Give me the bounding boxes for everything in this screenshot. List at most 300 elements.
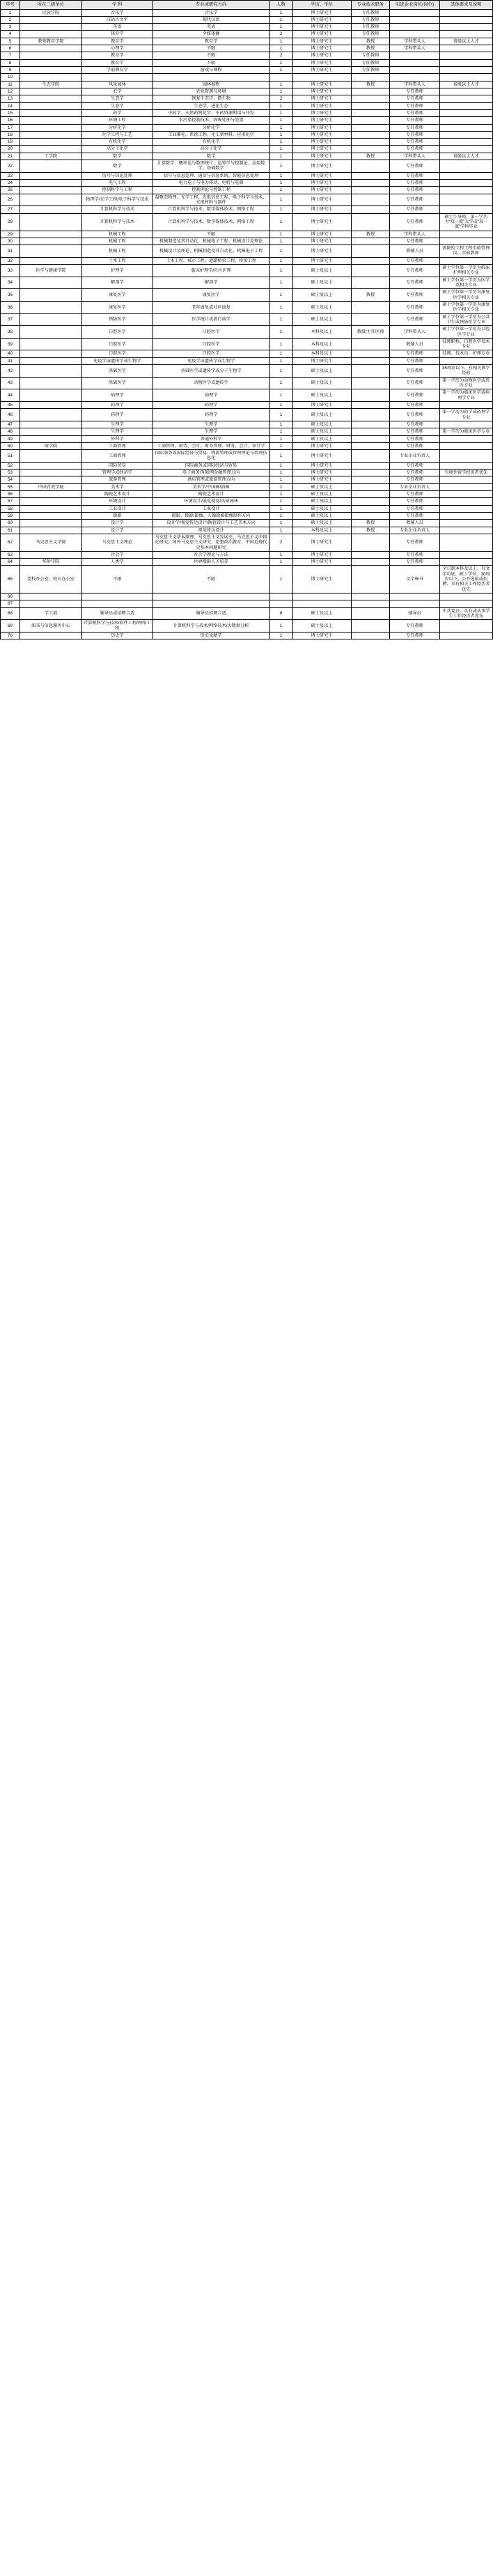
row-discipline (81, 74, 152, 81)
row-title (351, 483, 390, 490)
row-position: 专任教师 (390, 389, 439, 402)
row-requirements (439, 74, 492, 81)
row-position (390, 600, 439, 607)
row-requirements: 硕士学位第一学历为康复医学相关专业 (439, 301, 492, 313)
row-specialty: 不限 (152, 59, 269, 66)
row-discipline: 口腔医学 (81, 326, 152, 339)
row-count: 1 (269, 377, 292, 389)
row-index: 18 (1, 131, 20, 138)
row-requirements (439, 462, 492, 469)
row-unit (19, 357, 81, 364)
row-count: 1 (269, 131, 292, 138)
row-unit (19, 131, 81, 138)
row-title (351, 277, 390, 289)
row-index: 70 (1, 632, 20, 639)
row-degree: 博士研究生 (292, 245, 351, 258)
row-unit: 工学院 (19, 153, 81, 160)
row-position: 专任教师 (390, 194, 439, 206)
row-index: 3 (1, 24, 20, 31)
row-index: 15 (1, 109, 20, 116)
table-row (1, 172, 493, 179)
row-title (351, 498, 390, 505)
table-row (1, 505, 493, 512)
row-title (351, 357, 390, 364)
row-specialty: 控制理论与控制工程 (152, 187, 269, 194)
row-requirements (439, 442, 492, 449)
row-position: 文字秘书 (390, 566, 439, 593)
row-unit (19, 117, 81, 124)
row-title (351, 206, 390, 213)
row-unit (19, 409, 81, 421)
row-index: 52 (1, 462, 20, 469)
row-title (351, 632, 390, 639)
row-specialty: 生理学 (152, 421, 269, 428)
row-requirements: 省级以上人才 (439, 81, 492, 88)
row-requirements (439, 52, 492, 59)
row-index: 50 (1, 442, 20, 449)
row-requirements (439, 187, 492, 194)
row-specialty: 动物医学或遗传学 (152, 377, 269, 389)
row-title (351, 350, 390, 357)
row-specialty: 音乐学 (152, 9, 269, 16)
row-index: 28 (1, 213, 20, 231)
row-specialty: 不限 (152, 45, 269, 52)
row-specialty: 不限 (152, 231, 269, 238)
row-degree: 博士研究生 (292, 462, 351, 469)
row-title (351, 245, 390, 258)
row-unit (19, 377, 81, 389)
row-unit (19, 350, 81, 357)
row-title (351, 505, 390, 512)
row-degree: 博士研究生 (292, 124, 351, 131)
row-discipline: 控制科学与工程 (81, 187, 152, 194)
row-position: 专任教师 (390, 442, 439, 449)
row-discipline: 预防医学 (81, 313, 152, 326)
row-count: 1 (269, 338, 292, 350)
row-count: 1 (269, 350, 292, 357)
row-position: 学科带头人 (390, 45, 439, 52)
row-title (351, 146, 390, 153)
row-specialty: 机械制造及其自动化、机械电子工程、机械设计及理论 (152, 238, 269, 245)
row-degree: 本科及以上 (292, 338, 351, 350)
row-position: 专任教师 (390, 313, 439, 326)
row-title (351, 450, 390, 463)
table-row (1, 45, 493, 52)
row-unit (19, 180, 81, 187)
row-discipline: 教育学 (81, 38, 152, 45)
row-position (390, 31, 439, 38)
row-requirements (439, 527, 492, 534)
row-count: 1 (269, 365, 292, 378)
table-row (1, 231, 493, 238)
row-index: 5 (1, 38, 20, 45)
row-unit (19, 470, 81, 476)
row-count: 2 (269, 534, 292, 551)
row-index: 49 (1, 435, 20, 442)
row-requirements (439, 483, 492, 490)
row-degree: 博士研究生 (292, 172, 351, 179)
row-count: 1 (269, 38, 292, 45)
row-specialty: 英语 (152, 24, 269, 31)
table-row (1, 512, 493, 519)
row-title (351, 95, 390, 102)
row-title: 专任教师 (351, 9, 390, 16)
row-unit: 商学院 (19, 442, 81, 449)
row-index: 63 (1, 551, 20, 558)
row-position: 专任教师 (390, 117, 439, 124)
row-degree: 博士研究生 (292, 534, 351, 551)
row-requirements (439, 257, 492, 264)
row-discipline: 机械工程 (81, 231, 152, 238)
row-unit (19, 95, 81, 102)
row-requirements (439, 31, 492, 38)
table-row (1, 117, 493, 124)
row-degree: 博士研究生 (292, 95, 351, 102)
table-body (1, 9, 493, 639)
table-row (1, 350, 493, 357)
table-row (1, 67, 493, 74)
row-index: 16 (1, 117, 20, 124)
row-unit (19, 257, 81, 264)
row-discipline: 机械工程 (81, 238, 152, 245)
row-position: 教辅人员 (390, 338, 439, 350)
row-degree: 博士研究生 (292, 88, 351, 95)
row-count: 1 (269, 620, 292, 633)
row-title (351, 117, 390, 124)
row-title: 教授 (351, 527, 390, 534)
row-degree: 博士研究生 (292, 59, 351, 66)
row-unit (19, 498, 81, 505)
row-discipline: 社会学 (81, 551, 152, 558)
row-title (351, 470, 390, 476)
row-discipline: 高分子化学 (81, 146, 152, 153)
row-position: 专任教师 (390, 238, 439, 245)
row-specialty: 基础医学或遗传学或分子生物学 (152, 365, 269, 378)
row-requirements: 硕士生导师、第一学历为“双一流”大学或“双一流”学科毕业 (439, 213, 492, 231)
row-degree: 硕士及以上 (292, 512, 351, 519)
row-count: 1 (269, 9, 292, 16)
row-unit (19, 45, 81, 52)
row-discipline: 物理学/光学工程/电子科学与技术 (81, 194, 152, 206)
row-count: 1 (269, 462, 292, 469)
row-discipline: 环境设计 (81, 498, 152, 505)
row-requirements (439, 551, 492, 558)
row-index: 11 (1, 81, 20, 88)
row-unit (19, 238, 81, 245)
row-requirements (439, 16, 492, 23)
row-count: 1 (269, 428, 292, 435)
row-specialty: 免疫学或遗传学或生物学 (152, 357, 269, 364)
row-specialty: 计算机科学与技术/网络技术/大数据分析 (152, 620, 269, 633)
row-requirements (439, 124, 492, 131)
table-row (1, 566, 493, 593)
row-unit (19, 245, 81, 258)
row-specialty: 电力电子与电力传动、电机与电器 (152, 180, 269, 187)
row-degree: 博士研究生 (292, 206, 351, 213)
row-title (351, 139, 390, 146)
row-title (351, 389, 390, 402)
row-degree: 博士研究生 (292, 632, 351, 639)
row-requirements: 硕士学位第一学历为康复医学相关专业 (439, 289, 492, 302)
row-position: 专任教师 (390, 357, 439, 364)
row-specialty: 分析化学 (152, 124, 269, 131)
row-count: 2 (269, 52, 292, 59)
row-discipline: 计算机科学与技术/软件工程/网络工程 (81, 620, 152, 633)
row-specialty: 信号与信息处理、通信与信息系统、智能信息处理 (152, 172, 269, 179)
row-position: 学科带头人 (390, 326, 439, 339)
row-discipline: 工业设计 (81, 505, 152, 512)
row-discipline: 音乐学 (81, 9, 152, 16)
row-title: 教授 (351, 153, 390, 160)
row-count: 1 (269, 231, 292, 238)
row-unit: 生态学院 (19, 81, 81, 88)
row-discipline: 辅导员或招聘合适 (81, 607, 152, 620)
table-row (1, 357, 493, 364)
row-requirements (439, 559, 492, 566)
row-count: 1 (269, 180, 292, 187)
row-discipline: 旅游管理 (81, 476, 152, 483)
row-specialty: 视觉传达设计 (152, 527, 269, 534)
row-unit (19, 505, 81, 512)
row-position (390, 9, 439, 16)
row-position: 学科带头人 (390, 231, 439, 238)
row-discipline: 化学工程与工艺 (81, 131, 152, 138)
row-title: 教授 (351, 289, 390, 302)
row-index: 60 (1, 520, 20, 527)
row-position: 专任教师 (390, 277, 439, 289)
row-title (351, 435, 390, 442)
row-title: 教授/主任医师 (351, 326, 390, 339)
row-unit (19, 16, 81, 23)
row-title: 专任教师 (351, 52, 390, 59)
row-position: 专业企业负责人 (390, 450, 439, 463)
row-discipline: 生理学 (81, 428, 152, 435)
table-row (1, 326, 493, 339)
row-degree: 硕士及以上 (292, 265, 351, 277)
row-position: 专任教师 (390, 409, 439, 421)
row-requirements (439, 139, 492, 146)
row-index: 6 (1, 45, 20, 52)
table-row (1, 277, 493, 289)
row-specialty (152, 593, 269, 600)
row-degree: 硕士及以上 (292, 505, 351, 512)
row-degree: 硕士及以上 (292, 428, 351, 435)
row-discipline: 汉语言文字 (81, 16, 152, 23)
row-requirements: 第一学历为药学或药理学专业 (439, 409, 492, 421)
table-row (1, 365, 493, 378)
table-row (1, 534, 493, 551)
row-discipline: 药学 (81, 109, 152, 116)
row-degree: 硕士及以上 (292, 491, 351, 498)
row-title (351, 301, 390, 313)
row-position: 专任教师 (390, 377, 439, 389)
table-row (1, 607, 493, 620)
row-discipline: 设计学 (81, 527, 152, 534)
row-count: 1 (269, 632, 292, 639)
row-degree: 博士研究生 (292, 551, 351, 558)
row-requirements (439, 9, 492, 16)
row-index: 65 (1, 566, 20, 593)
row-unit (19, 74, 81, 81)
row-requirements: 硕士学位第一学历为医学类相关专业 (439, 277, 492, 289)
table-row (1, 131, 493, 138)
row-requirements (439, 206, 492, 213)
table-row (1, 9, 493, 16)
row-specialty: 机械设计及理论、机械制造及其自动化、机械电子工程 (152, 245, 269, 258)
row-specialty: 计算机科学与技术、数字媒体技术、网络工程 (152, 206, 269, 213)
table-row (1, 31, 493, 38)
row-index: 64 (1, 559, 20, 566)
table-row (1, 421, 493, 428)
row-discipline: 人类学 (81, 559, 152, 566)
table-row (1, 377, 493, 389)
row-unit (19, 124, 81, 131)
row-requirements (439, 632, 492, 639)
row-specialty: 工业设计 (152, 505, 269, 512)
row-unit (19, 172, 81, 179)
row-discipline: 风景园林 (81, 81, 152, 88)
row-degree: 博士研究生 (292, 24, 351, 31)
row-title (351, 409, 390, 421)
row-discipline: 管理学或经济学 (81, 470, 152, 476)
row-index: 4 (1, 31, 20, 38)
table-row (1, 428, 493, 435)
table-row (1, 180, 493, 187)
row-count: 1 (269, 24, 292, 31)
row-count: 1 (269, 559, 292, 566)
row-unit (19, 231, 81, 238)
row-title (351, 257, 390, 264)
row-position: 专任教师 (390, 401, 439, 408)
row-position: 学科带头人 (390, 81, 439, 88)
row-unit (19, 301, 81, 313)
row-discipline (81, 600, 152, 607)
row-unit (19, 194, 81, 206)
row-specialty: 电子商务/互联网金融管理方向 (152, 470, 269, 476)
row-index: 69 (1, 620, 20, 633)
row-specialty: 有机化学 (152, 139, 269, 146)
table-row (1, 213, 493, 231)
row-degree: 博士研究生 (292, 153, 351, 160)
row-degree: 博士研究生 (292, 160, 351, 173)
row-title: 教授 (351, 81, 390, 88)
row-position (390, 16, 439, 23)
row-degree: 博士研究生 (292, 194, 351, 206)
row-requirements (439, 435, 492, 442)
row-requirements (439, 180, 492, 187)
table-row (1, 74, 493, 81)
row-specialty: 教育学 (152, 38, 269, 45)
row-index: 19 (1, 139, 20, 146)
row-count: 1 (269, 67, 292, 74)
table-row (1, 593, 493, 600)
row-position: 专任教师 (390, 131, 439, 138)
row-degree: 博士研究生 (292, 131, 351, 138)
row-requirements: 第一学历为临床医学或病理学专业 (439, 389, 492, 402)
row-degree: 硕士及以上 (292, 365, 351, 378)
table-row (1, 559, 493, 566)
row-requirements (439, 172, 492, 179)
row-specialty: 环境设计/展览视觉/风景园林 (152, 498, 269, 505)
row-position: 专任教师 (390, 124, 439, 131)
row-requirements (439, 512, 492, 519)
table-row (1, 24, 493, 31)
row-count: 1 (269, 257, 292, 264)
row-requirements (439, 59, 492, 66)
row-title (351, 421, 390, 428)
row-degree: 博士研究生 (292, 450, 351, 463)
row-unit (19, 326, 81, 339)
row-count: 1 (269, 277, 292, 289)
row-specialty: 全媒体播 (152, 31, 269, 38)
row-unit (19, 527, 81, 534)
row-title: 专任教师 (351, 67, 390, 74)
row-position: 专任教师 (390, 172, 439, 179)
row-index: 38 (1, 326, 20, 339)
row-count: 1 (269, 470, 292, 476)
row-position: 教辅人员 (390, 245, 439, 258)
row-requirements: 技师、技术员、护理专业 (439, 350, 492, 357)
row-count: 1 (269, 512, 292, 519)
table-header-row (1, 1, 493, 10)
row-unit (19, 435, 81, 442)
row-index: 7 (1, 52, 20, 59)
row-degree: 博士研究生 (292, 257, 351, 264)
row-discipline: 陶瓷艺术设计 (81, 491, 152, 498)
row-requirements: 中共党员、具有或从事学生工作经历者优先 (439, 607, 492, 620)
row-count: 1 (269, 450, 292, 463)
row-count: 1 (269, 389, 292, 402)
row-requirements: 有境外留学经历者优先 (439, 470, 492, 476)
table-row (1, 81, 493, 88)
row-index: 33 (1, 265, 20, 277)
row-unit: 中国青瓷学院 (19, 483, 81, 490)
row-unit (19, 187, 81, 194)
row-index: 26 (1, 194, 20, 206)
row-degree: 硕士及以上 (292, 620, 351, 633)
row-degree: 博士研究生 (292, 102, 351, 109)
row-degree: 硕士及以上 (292, 607, 351, 620)
row-discipline: 环境工程 (81, 117, 152, 124)
row-discipline: 口腔医学 (81, 350, 152, 357)
row-specialty: 生态学、进化生态 (152, 102, 269, 109)
row-count: 1 (269, 59, 292, 66)
row-position: 专任教师 (390, 180, 439, 187)
row-index: 40 (1, 350, 20, 357)
row-title (351, 109, 390, 116)
row-unit: 医学与健康学院 (19, 265, 81, 277)
row-degree: 硕士及以上 (292, 289, 351, 302)
row-discipline: 计算机科学与技术 (81, 206, 152, 213)
table-row (1, 301, 493, 313)
row-count: 1 (269, 409, 292, 421)
row-discipline: 解剖学 (81, 277, 152, 289)
table-row (1, 160, 493, 173)
row-index: 68 (1, 607, 20, 620)
row-position: 专任教师 (390, 109, 439, 116)
row-unit (19, 491, 81, 498)
row-degree: 博士研究生 (292, 81, 351, 88)
row-count: 1 (269, 238, 292, 245)
row-discipline: 教育学 (81, 52, 152, 59)
column-header-discipline: 学 科 (81, 1, 152, 10)
row-unit (19, 421, 81, 428)
row-unit (19, 450, 81, 463)
row-requirements (439, 491, 492, 498)
row-index: 13 (1, 95, 20, 102)
row-index: 48 (1, 428, 20, 435)
row-count: 1 (269, 206, 292, 213)
